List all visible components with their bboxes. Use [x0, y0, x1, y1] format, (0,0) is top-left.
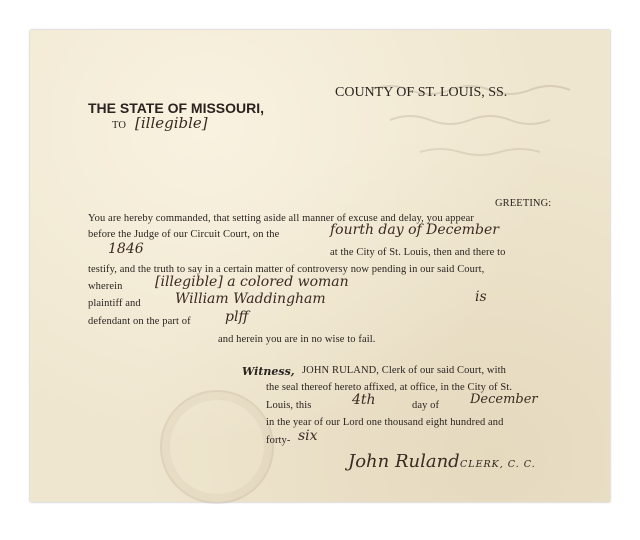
- clerk-title: CLERK, C. C.: [460, 459, 536, 470]
- body-line-4: testify, and the truth to say in a certain matter of controversy now pending in our said Court,: [88, 264, 485, 275]
- subpoena-document: [30, 30, 610, 502]
- addressee-handwritten: [illegible]: [135, 114, 208, 132]
- is-handwritten: is: [475, 289, 487, 305]
- witness-line-3a: Louis, this: [266, 400, 312, 411]
- clerk-signature: John Ruland: [348, 451, 460, 472]
- to-label: TO: [112, 120, 127, 131]
- fail-line: and herein you are in no wise to fail.: [218, 334, 376, 345]
- defendant-name-handwritten: William Waddingham: [175, 291, 326, 307]
- greeting: GREETING:: [495, 198, 552, 209]
- date-handwritten: fourth day of December: [330, 222, 499, 238]
- witness-line-3b: day of: [412, 400, 440, 411]
- plaintiff-name-handwritten: [illegible] a colored woman: [155, 274, 349, 290]
- party-handwritten: plff: [225, 309, 249, 325]
- day-handwritten: 4th: [352, 392, 376, 408]
- wherein-label: wherein: [88, 281, 123, 292]
- plaintiff-label: plaintiff and: [88, 298, 141, 309]
- year-suffix-handwritten: six: [298, 428, 318, 444]
- defendant-label: defendant on the part of: [88, 316, 191, 327]
- witness-line-2: the seal thereof hereto affixed, at office, in the City of St.: [266, 382, 513, 393]
- year-handwritten: 1846: [108, 241, 144, 257]
- witness-line-1: JOHN RULAND, Clerk of our said Court, with: [302, 365, 506, 376]
- state-heading: THE STATE OF MISSOURI,: [88, 100, 265, 116]
- county-heading: COUNTY OF ST. LOUIS, SS.: [335, 85, 508, 100]
- witness-line-4: in the year of our Lord one thousand eight hundred and: [266, 417, 504, 428]
- witness-line-5: forty-: [266, 435, 291, 446]
- month-handwritten: December: [470, 392, 538, 407]
- embossed-seal: [160, 390, 274, 504]
- body-line-1: You are hereby commanded, that setting aside all manner of excuse and delay, you appear: [88, 213, 474, 224]
- witness-title: Witness,: [242, 365, 295, 378]
- body-line-3: at the City of St. Louis, then and there to: [330, 247, 506, 258]
- body-line-2: before the Judge of our Circuit Court, on the: [88, 229, 280, 240]
